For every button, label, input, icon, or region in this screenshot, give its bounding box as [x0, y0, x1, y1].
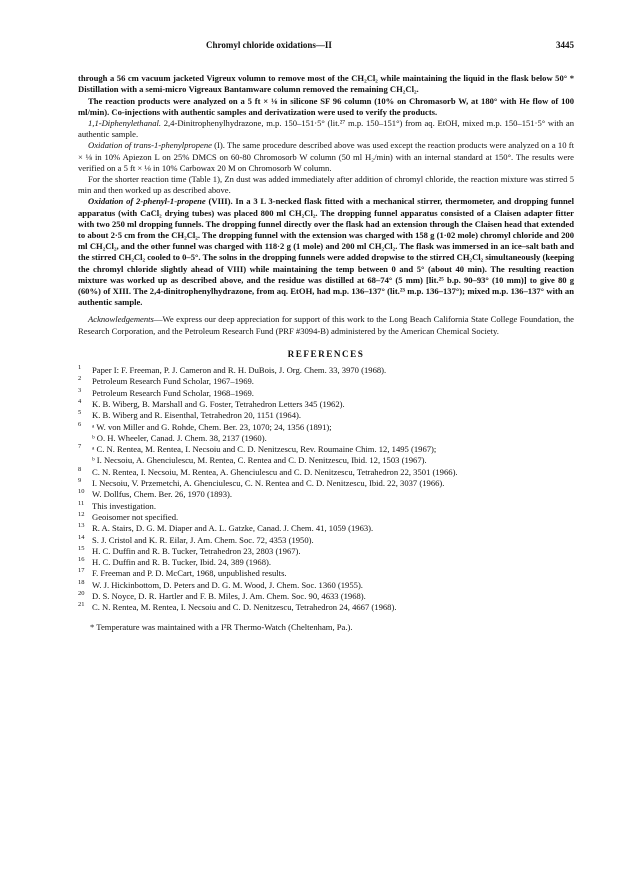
reference-item — [78, 365, 574, 376]
reference-text: Petroleum Research Fund Scholar, 1967–1969. — [92, 376, 254, 387]
reference-item — [78, 512, 574, 523]
reference-number: 12 — [78, 510, 85, 518]
reference-item — [78, 455, 574, 466]
reference-number: 2 — [78, 375, 82, 383]
acknowledgements — [78, 314, 574, 336]
reference-item — [78, 535, 574, 546]
reference-number: 16 — [78, 556, 85, 564]
reference-item — [78, 602, 574, 613]
reference-text: Petroleum Research Fund Scholar, 1968–1969. — [92, 387, 254, 398]
reference-text: This investigation. — [92, 500, 156, 511]
reference-item — [78, 433, 574, 444]
paragraph-3-title: 1,1-Diphenylethanal. — [88, 118, 162, 129]
reference-number: 15 — [78, 544, 85, 552]
reference-item — [78, 467, 574, 478]
reference-text: W. J. Hickinbottom, D. Peters and D. G. M. Wood, J. Chem. Soc. 1360 (1955). — [92, 579, 363, 590]
paragraph-3 — [78, 118, 574, 140]
reference-text: ᵇ I. Necsoiu, A. Ghenciulescu, M. Rentea, C. Rentea and C. D. Nenitzescu, Ibid. 12, 1503 (1967). — [92, 455, 427, 466]
reference-number: 17 — [78, 567, 85, 575]
reference-item — [78, 568, 574, 579]
reference-number: 18 — [78, 578, 85, 586]
reference-number: 13 — [78, 522, 85, 530]
reference-text: H. C. Duffin and R. B. Tucker, Ibid. 24, 389 (1968). — [92, 557, 272, 568]
reference-text: H. C. Duffin and R. B. Tucker, Tetrahedron 23, 2803 (1967). — [92, 545, 301, 556]
paragraph-4-title: Oxidation of trans-1-phenylpropene — [88, 140, 212, 151]
reference-text: K. B. Wiberg, B. Marshall and G. Foster, Tetrahedron Letters 345 (1962). — [92, 398, 345, 409]
reference-number: 1 — [78, 364, 82, 372]
reference-number: 8 — [78, 465, 82, 473]
reference-item — [78, 410, 574, 421]
paragraph-6 — [78, 196, 574, 308]
reference-text: D. S. Noyce, D. R. Hartler and F. B. Miles, J. Am. Chem. Soc. 90, 4633 (1968). — [92, 591, 366, 602]
reference-item — [78, 399, 574, 410]
paragraph-1: through a 56 cm vacuum jacketed Vigreux volumn to remove most of the CH₂Cl₂ while maintaining the liquid in the flask below 50° * Distillation with a semi-micro Vigreaux Bantamware column removed the remaining CH₂Cl₂. — [78, 73, 574, 95]
reference-text: ᵇ O. H. Wheeler, Canad. J. Chem. 38, 2137 (1960). — [92, 432, 267, 443]
reference-item — [78, 478, 574, 489]
references-list — [78, 365, 574, 614]
footnote: * Temperature was maintained with a I²R Thermo-Watch (Cheltenham, Pa.). — [90, 621, 353, 632]
paragraph-6-text: (VIII). In a 3 L 3-necked flask fitted with a mechanical stirrer, thermometer, and dropping funnel apparatus (with CaCl₂ drying tubes) was placed 800 ml CH₂Cl₂. The dropping funnel apparatus consisted of a Claisen adapter fitter with two 250 ml dropping funnels. The dropping funnel directly over the flask had an extension through the Claisen head that extended to about 2·5 cm from the CH₂Cl₂. The dropping funnel with the extension was charged with 158 g (1·02 mole) chromyl chloride and 200 ml CH₂Cl₂, and the other funnel was charged with 118·2 g (1 mole) and 200 ml CH₂Cl₂. The flask was immersed in an ice–salt bath and the stirred CH₂Cl₂ cooled to 0–5°. The solns in the dropping funnels were added dropwise to the stirred CH₂Cl₂ simultaneously (keeping the chromyl chloride slightly ahead of VIII) while maintaining the temp between 0 and 5° (about 40 min). The resulting reaction mixture was worked up as described above, and the residue was distilled at 68–74° (5 mm) [lit.²⁵ b.p. 90–93° (10 mm)] to give 80 g (60%) of XIII. The 2,4-dinitrophenylhydrazone, from aq. EtOH, had m.p. 136–137° (lit.²³ m.p. 136–137°); mixed m.p. 136–137° with an authentic sample. — [78, 196, 574, 308]
reference-text: ᵃ W. von Miller and G. Rohde, Chem. Ber. 23, 1070; 24, 1356 (1891); — [92, 421, 332, 432]
acknowledgements-text: —We express our deep appreciation for support of this work to the Long Beach California State College Foundation, the Research Corporation, and the Petroleum Research Fund (PRF #3094-B) administered by the American Chemical Society. — [78, 314, 574, 336]
reference-item — [78, 422, 574, 433]
reference-item — [78, 489, 574, 500]
reference-text: Paper I: F. Freeman, P. J. Cameron and R. H. DuBois, J. Org. Chem. 33, 3970 (1968). — [92, 365, 387, 376]
reference-item — [78, 557, 574, 568]
running-title: Chromyl chloride oxidations—II — [206, 40, 332, 50]
reference-number: 21 — [78, 601, 85, 609]
reference-number: 11 — [78, 499, 85, 507]
reference-number: 9 — [78, 477, 82, 485]
paragraph-4-text: (I). The same procedure described above was used except the reaction products were analyzed on a 10 ft × ⅛ in 10% Apiezon L on 25% DMCS on 60-80 Chromosorb W column (50 ml H₂/min) with an internal standard at 150°. The results were verified on a 5 ft × ⅛ in 10% Carbowax 20 M on Chromosorb W column. — [78, 140, 574, 173]
reference-item — [78, 376, 574, 387]
reference-number: 20 — [78, 590, 85, 598]
reference-text: I. Necsoiu, V. Przemetchi, A. Ghenciulescu, C. N. Rentea and C. D. Nenitzescu, Ibid. 22, 3037 (1966). — [92, 478, 445, 489]
reference-number: 10 — [78, 488, 85, 496]
reference-item — [78, 444, 574, 455]
acknowledgements-title: Acknowledgements — [88, 314, 154, 325]
reference-number: 7 — [78, 443, 82, 451]
reference-text: R. A. Stairs, D. G. M. Diaper and A. L. Gatzke, Canad. J. Chem. 41, 1059 (1963). — [92, 523, 374, 534]
reference-number: 3 — [78, 386, 82, 394]
reference-item — [78, 591, 574, 602]
references-heading: REFERENCES — [287, 348, 365, 359]
reference-text: Geoisomer not specified. — [92, 511, 179, 522]
reference-number: 5 — [78, 409, 82, 417]
reference-item — [78, 388, 574, 399]
reference-number: 6 — [78, 420, 82, 428]
reference-text: C. N. Rentea, I. Necsoiu, M. Rentea, A. Ghenciulescu and C. D. Nenitzescu, Tetrahedron 22, 3501 (1966). — [92, 466, 458, 477]
reference-item — [78, 501, 574, 512]
paragraph-4 — [78, 140, 574, 174]
paragraph-3-text: 2,4-Dinitrophenylhydrazone, m.p. 150–151·5° (lit.²⁷ m.p. 150–151°) from aq. EtOH, mixed m.p. 150–151·5° with an authentic sample. — [78, 118, 574, 140]
reference-text: F. Freeman and P. D. McCart, 1968, unpublished results. — [92, 568, 287, 579]
paragraph-5: For the shorter reaction time (Table 1), Zn dust was added immediately after addition of chromyl chloride, the reaction mixture was stirred 5 min and then worked up as described above. — [78, 174, 574, 196]
reference-text: ᵃ C. N. Rentea, M. Rentea, I. Necsoiu and C. D. Nenitzescu, Rev. Roumaine Chim. 12, 1495 (1967); — [92, 444, 437, 455]
reference-item — [78, 523, 574, 534]
reference-item — [78, 580, 574, 591]
reference-item — [78, 546, 574, 557]
reference-text: W. Dollfus, Chem. Ber. 26, 1970 (1893). — [92, 489, 233, 500]
reference-text: C. N. Rentea, M. Rentea, I. Necsoiu and C. D. Nenitzescu, Tetrahedron 24, 4667 (1968). — [92, 602, 397, 613]
reference-number: 4 — [78, 397, 82, 405]
reference-number — [78, 452, 92, 463]
page-number: 3445 — [556, 40, 574, 50]
reference-text: S. J. Cristol and K. R. Eilar, J. Am. Chem. Soc. 72, 4353 (1950). — [92, 534, 314, 545]
reference-number — [78, 430, 92, 441]
reference-text: K. B. Wiberg and R. Eisenthal, Tetrahedron 20, 1151 (1964). — [92, 410, 302, 421]
paragraph-6-title: Oxidation of 2-phenyl-1-propene — [88, 196, 206, 207]
reference-number: 14 — [78, 533, 85, 541]
running-header — [78, 40, 574, 51]
paragraph-2: The reaction products were analyzed on a 5 ft × ⅛ in silicone SF 96 column (10% on Chromasorb W, at 180° with He flow of 100 ml/min). Co-injections with authentic samples and derivatization were used to verify the products. — [78, 95, 574, 117]
